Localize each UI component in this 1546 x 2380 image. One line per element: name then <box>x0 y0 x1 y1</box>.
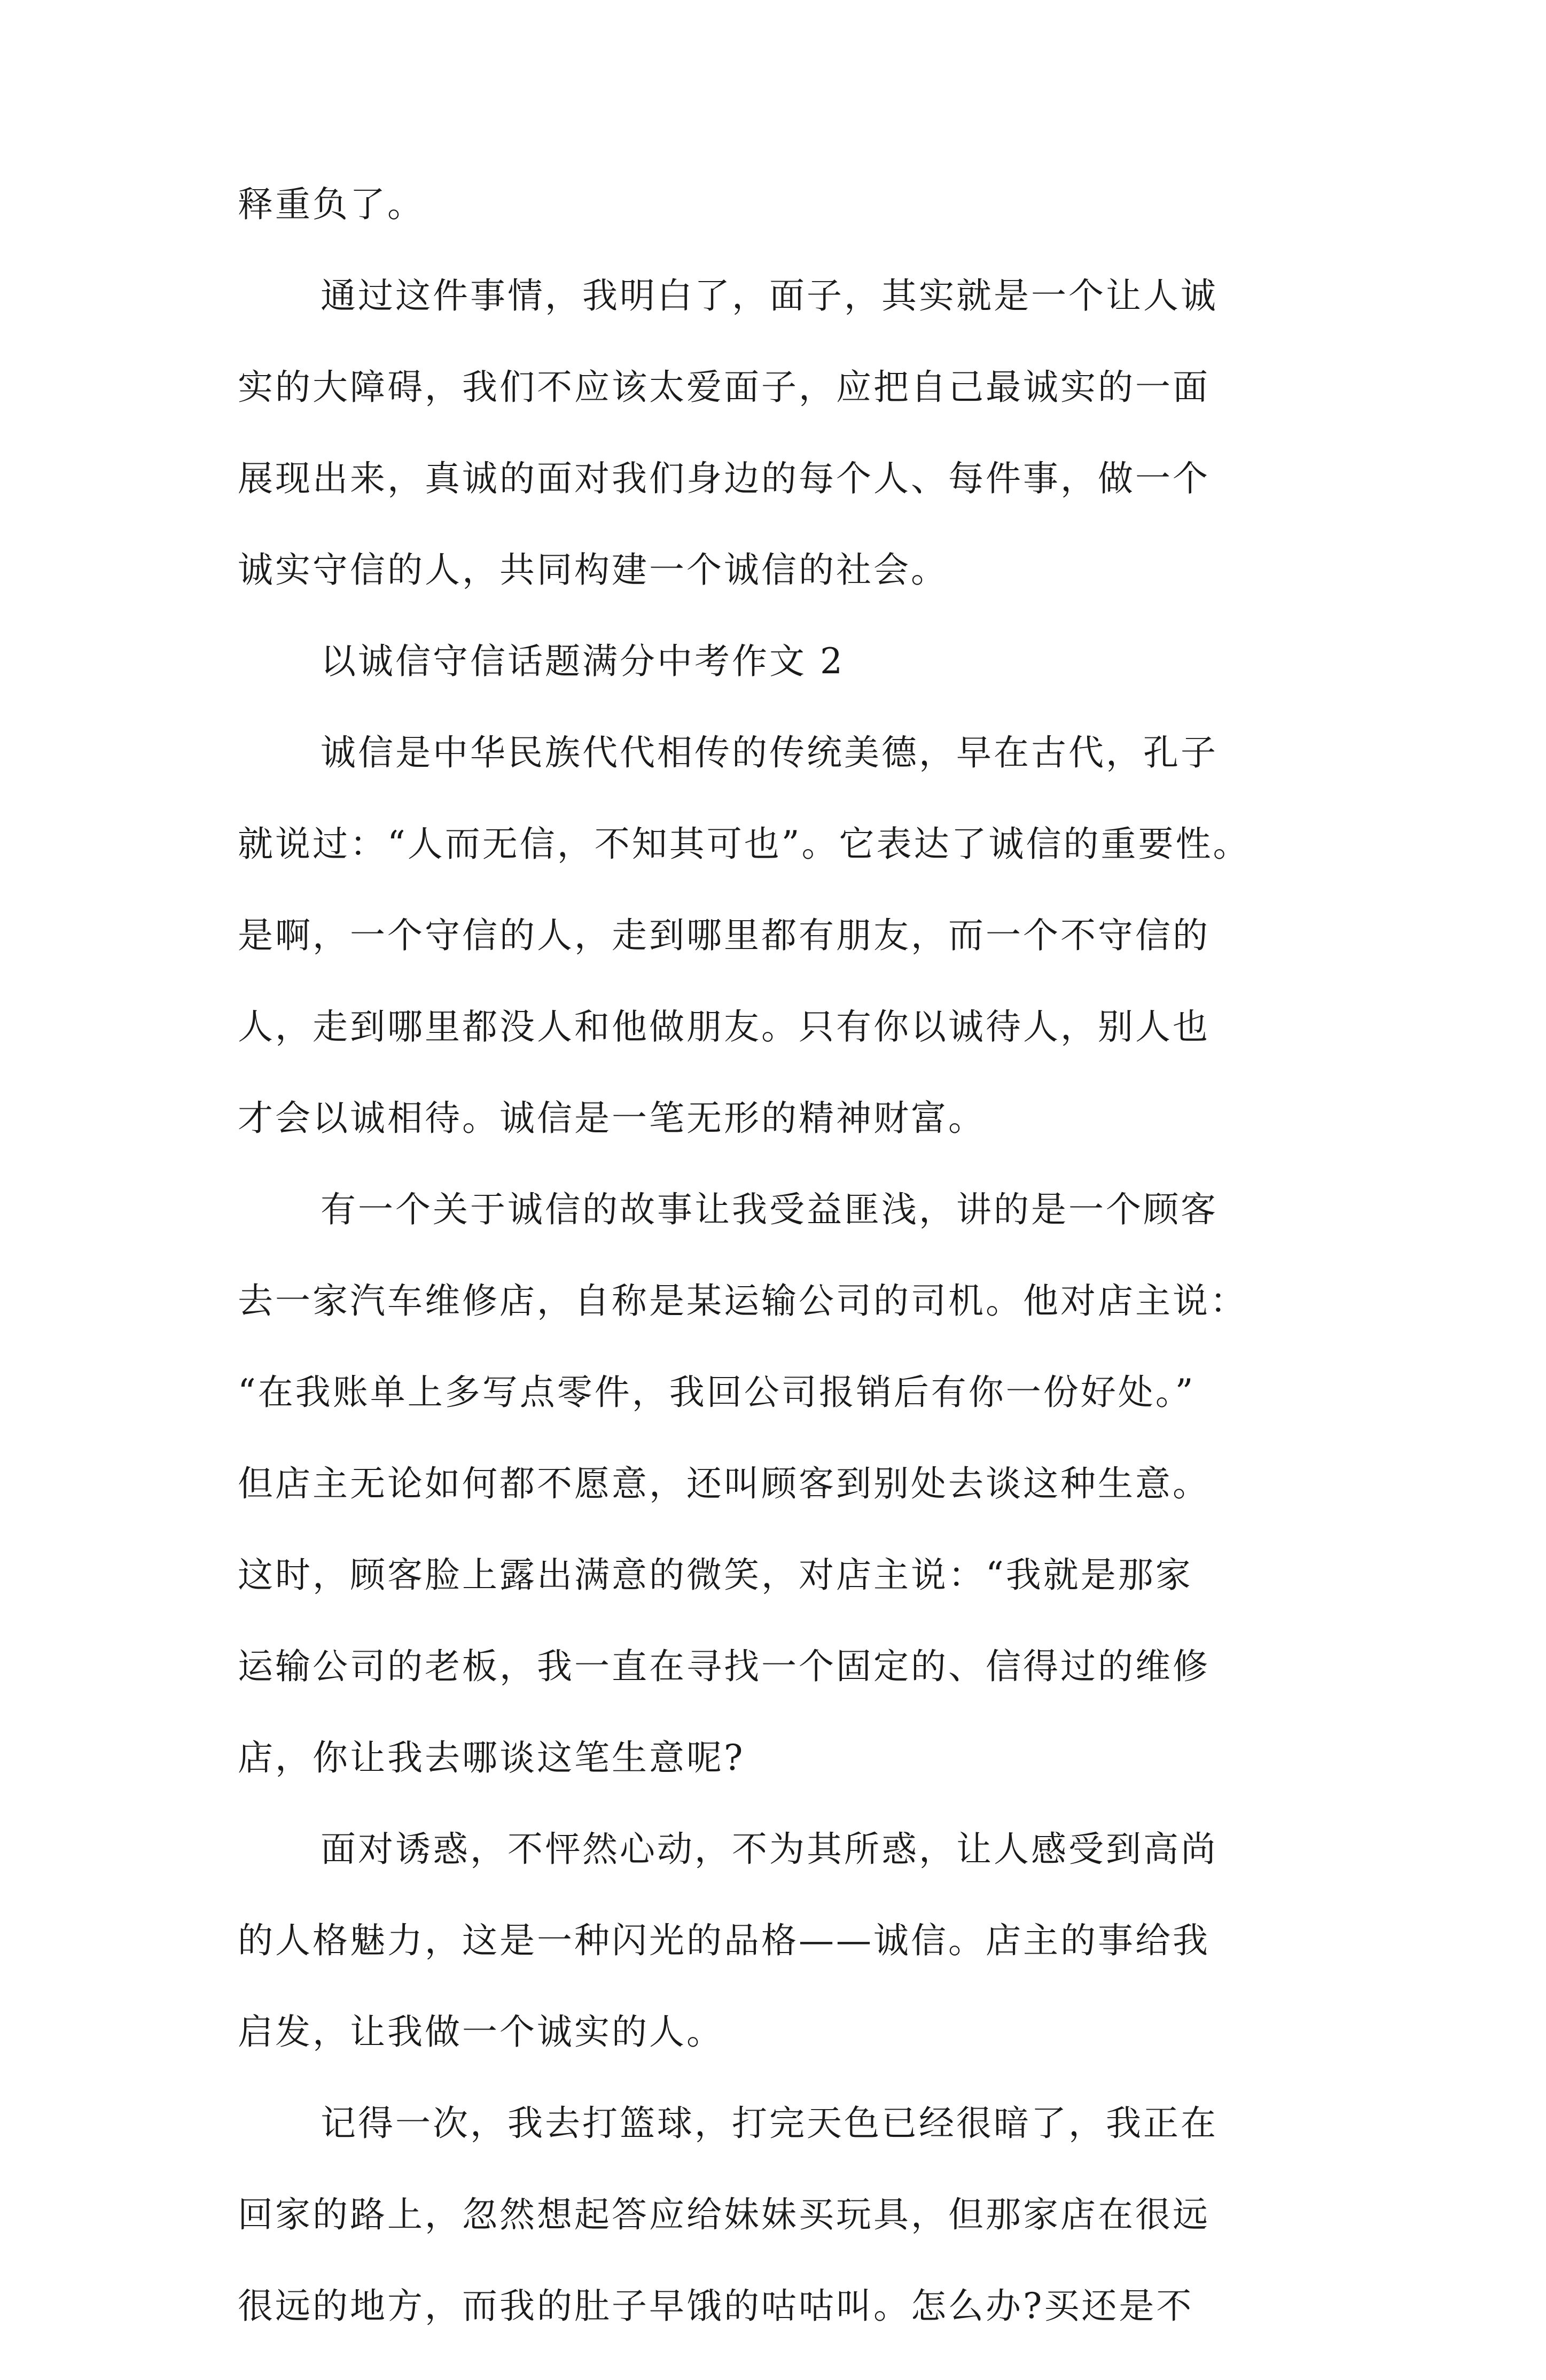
paragraph-line: 人，走到哪里都没人和他做朋友。只有你以诚待人，别人也 <box>238 1006 1210 1047</box>
paragraph-line: 店，你让我去哪谈这笔生意呢? <box>238 1737 745 1778</box>
paragraph-line: 通过这件事情，我明白了，面子，其实就是一个让人诚 <box>321 275 1218 316</box>
paragraph-line: 实的大障碍，我们不应该太爱面子，应把自己最诚实的一面 <box>238 367 1210 408</box>
paragraph-line: 这时，顾客脸上露出满意的微笑，对店主说：“我就是那家 <box>238 1554 1193 1596</box>
paragraph-line: 有一个关于诚信的故事让我受益匪浅，讲的是一个顾客 <box>321 1189 1218 1230</box>
paragraph-line: 运输公司的老板，我一直在寻找一个固定的、信得过的维修 <box>238 1646 1210 1687</box>
document-body <box>238 184 1338 2380</box>
paragraph-line: 去一家汽车维修店，自称是某运输公司的司机。他对店主说： <box>238 1280 1247 1321</box>
paragraph-line: 的人格魅力，这是一种闪光的品格——诚信。店主的事给我 <box>238 1920 1210 1961</box>
paragraph-line: 展现出来，真诚的面对我们身边的每个人、每件事，做一个 <box>238 458 1210 499</box>
paragraph-line: 是啊，一个守信的人，走到哪里都有朋友，而一个不守信的 <box>238 915 1210 956</box>
paragraph-line: “在我账单上多写点零件，我回公司报销后有你一份好处。” <box>238 1372 1196 1413</box>
paragraph-line: 启发，让我做一个诚实的人。 <box>238 2011 724 2052</box>
paragraph-line: 回家的路上，忽然想起答应给妹妹买玩具，但那家店在很远 <box>238 2194 1210 2235</box>
section-title: 以诚信守信话题满分中考作文 2 <box>321 641 845 682</box>
paragraph-line: 释重负了。 <box>238 184 425 225</box>
paragraph-line: 诚实守信的人，共同构建一个诚信的社会。 <box>238 549 948 590</box>
paragraph-line: 记得一次，我去打篮球，打完天色已经很暗了，我正在 <box>321 2103 1218 2144</box>
paragraph-line: 诚信是中华民族代代相传的传统美德，早在古代，孔子 <box>321 732 1218 773</box>
paragraph-line: 面对诱惑，不怦然心动，不为其所惑，让人感受到高尚 <box>321 1829 1218 1870</box>
paragraph-line: 就说过：“人而无信，不知其可也”。它表达了诚信的重要性。 <box>238 823 1251 865</box>
paragraph-line: 很远的地方，而我的肚子早饿的咕咕叫。怎么办?买还是不 <box>238 2285 1194 2327</box>
paragraph-line: 才会以诚相待。诚信是一笔无形的精神财富。 <box>238 1098 986 1139</box>
paragraph-line: 但店主无论如何都不愿意，还叫顾客到别处去谈这种生意。 <box>238 1463 1210 1504</box>
